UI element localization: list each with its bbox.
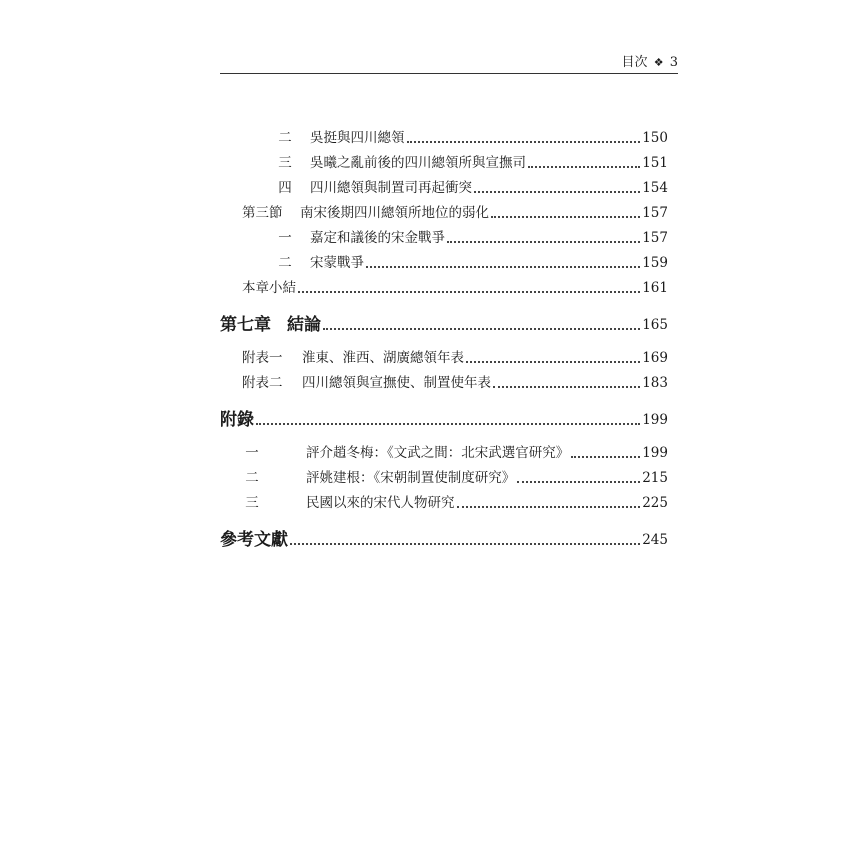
entry-page: 215: [642, 470, 668, 486]
leader-dots: [298, 290, 640, 293]
entry-page: 165: [642, 317, 668, 333]
entry-page: 199: [642, 412, 668, 428]
entry-page: 159: [642, 255, 668, 271]
leader-dots: [447, 240, 640, 243]
entry-title: 本章小結: [242, 280, 296, 296]
entry-title: 四川總領與宣撫使、制置使年表: [302, 375, 491, 391]
toc-entry[interactable]: [230, 491, 668, 513]
leader-dots: [491, 215, 640, 218]
toc-chapter-entry[interactable]: [220, 528, 668, 550]
toc-entry[interactable]: [268, 251, 668, 273]
entry-page: 154: [642, 180, 668, 196]
leader-dots: [528, 165, 640, 168]
toc-entry[interactable]: [230, 441, 668, 463]
entry-title: 淮東、淮西、湖廣總領年表: [302, 350, 464, 366]
entry-number: 四: [278, 180, 292, 196]
entry-number: 第三節: [242, 205, 283, 221]
entry-page: 157: [642, 230, 668, 246]
toc-chapter-entry[interactable]: [220, 408, 668, 430]
leader-dots: [457, 505, 641, 508]
entry-page: 183: [642, 375, 668, 391]
chapter-title: 附錄: [220, 410, 254, 430]
entry-title: 民國以來的宋代人物研究: [306, 495, 455, 511]
entry-title: 評姚建根：《宋朝制置使制度研究》: [306, 470, 516, 486]
entry-title: 四川總領與制置司再起衝突: [310, 180, 472, 196]
leader-dots: [493, 385, 640, 388]
toc-entry[interactable]: [230, 466, 668, 488]
toc-entry[interactable]: [242, 346, 668, 368]
entry-page: 169: [642, 350, 668, 366]
chapter-title: 參考文獻: [220, 530, 288, 550]
entry-number: 二: [278, 255, 292, 271]
entry-title: 評介趙冬梅：《文武之間：北宋武選官研究》: [306, 445, 570, 461]
entry-number: 附表一: [242, 350, 283, 366]
toc-chapter-entry[interactable]: [220, 313, 668, 335]
toc-entry[interactable]: [268, 151, 668, 173]
leader-dots: [571, 455, 640, 458]
entry-page: 157: [642, 205, 668, 221]
entry-page: 161: [642, 280, 668, 296]
entry-title: 宋蒙戰爭: [310, 255, 364, 271]
entry-title: 南宋後期四川總領所地位的弱化: [300, 205, 489, 221]
entry-title: 吳曦之亂前後的四川總領所與宣撫司: [310, 155, 526, 171]
toc-entry[interactable]: [268, 176, 668, 198]
toc-entry[interactable]: [242, 276, 668, 298]
entry-number: 二: [278, 130, 292, 146]
header-page-number: 3: [669, 55, 678, 70]
header-section-title: 目次: [621, 55, 648, 70]
toc-entry[interactable]: [268, 226, 668, 248]
leader-dots: [407, 140, 641, 143]
leader-dots: [366, 265, 640, 268]
entry-page: 245: [642, 532, 668, 548]
chapter-title: 結論: [287, 315, 321, 335]
entry-number: 二: [245, 470, 259, 486]
entry-title: 吳挺與四川總領: [310, 130, 405, 146]
entry-number: 一: [245, 445, 259, 461]
entry-page: 150: [642, 130, 668, 146]
diamond-ornament-icon: ❖: [653, 56, 664, 69]
entry-page: 225: [642, 495, 668, 511]
leader-dots: [474, 190, 640, 193]
toc-entry[interactable]: [242, 201, 668, 223]
entry-page: 151: [642, 155, 668, 171]
entry-number: 三: [245, 495, 259, 511]
leader-dots: [290, 542, 640, 545]
chapter-number: 第七章: [220, 315, 271, 335]
entry-number: 附表二: [242, 375, 283, 391]
leader-dots: [256, 422, 640, 425]
entry-number: 三: [278, 155, 292, 171]
leader-dots: [517, 480, 640, 483]
toc-entry[interactable]: [268, 126, 668, 148]
leader-dots: [323, 327, 640, 330]
toc-entry[interactable]: [242, 371, 668, 393]
leader-dots: [466, 360, 640, 363]
entry-page: 199: [642, 445, 668, 461]
entry-title: 嘉定和議後的宋金戰爭: [310, 230, 445, 246]
entry-number: 一: [278, 230, 292, 246]
